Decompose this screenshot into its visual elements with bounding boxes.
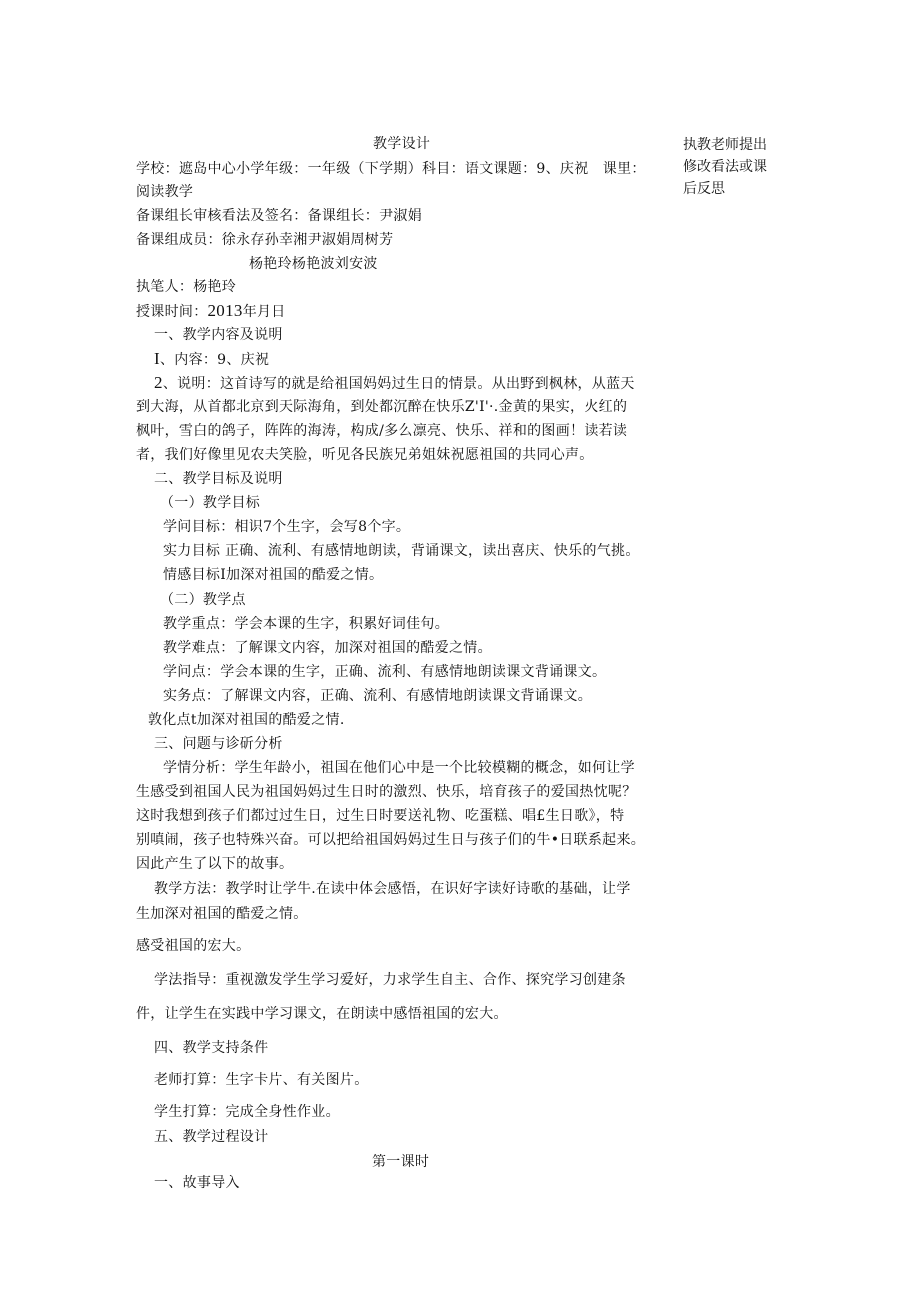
paragraph-line: 生感受到祖国人民为祖国妈妈过生日时的激烈、快乐，培育孩子的爱国热忱呢？	[136, 784, 637, 800]
point-line: 敦化点t加深对祖国的酷爱之情.	[148, 712, 345, 728]
members-line-2: 杨艳玲杨艳波刘安波	[249, 256, 378, 272]
step-heading: 一、故事导入	[154, 1175, 240, 1191]
school-info-line: 学校：遮岛中心小学年级：一年级（下学期）科目：语文课题：9、庆祝 课里：	[136, 161, 646, 177]
item-text: 、内容：9、庆祝	[159, 352, 270, 368]
section-heading: 三、问题与诊斫分析	[154, 736, 283, 752]
side-note-line: 修改看法或课	[683, 159, 767, 175]
paragraph-line: 生加深对祖国的酷爱之情。	[136, 906, 308, 922]
paragraph-line: 学法指导：重视激发学生学习爱好，力求学生自主、合作、探究学习创建条	[154, 972, 626, 988]
section-heading: 二、教学目标及说明	[154, 471, 283, 487]
subsection-heading: （一）教学目标	[160, 495, 261, 511]
writer-line: 执笔人：杨艳玲	[136, 279, 237, 295]
paragraph-line: 这时我想到孩子们都过过生日，过生日时要送礼物、吃蛋糕、唱£生日歌》，特	[136, 808, 625, 824]
paragraph-line: 学生打算：完成全身性作业。	[154, 1104, 340, 1120]
point-line: 教学重点：学会本课的生字，积累好词佳句。	[163, 616, 449, 632]
content-item	[154, 373, 635, 394]
section-heading: 五、教学过程设计	[154, 1129, 269, 1145]
lesson-time-suffix: 年月日	[242, 304, 286, 320]
lesson-time-year: 2013	[207, 301, 243, 320]
side-notes-column	[683, 134, 783, 200]
section-heading: 一、教学内容及说明	[154, 327, 283, 343]
side-note-line: 后反思	[683, 181, 725, 197]
course-type-line: 阅读教学	[136, 184, 194, 200]
goal-line: 学问目标：相识7个生字，会写8个字。	[163, 519, 411, 535]
lesson-time-label: 授课时间：	[136, 304, 208, 320]
point-line: 实务点：了解课文内容，正确、流利、有感情地朗读课文背诵课文。	[163, 688, 592, 704]
item-text: 、说明：这首诗写的就是给祖国妈妈过生日的情景。从出野到枫林，从蓝天	[162, 376, 635, 392]
paragraph-line: 到大海，从首都北京到天际海角，到处都沉醉在快乐Z'I'·.金黄的果实，火红的	[136, 399, 628, 415]
point-line: 教学难点：了解课文内容，加深对祖国的酷爱之情。	[163, 640, 492, 656]
content-item	[154, 349, 269, 370]
paragraph-line: 因此产生了以下的故事。	[136, 856, 294, 872]
lesson-time-line	[136, 301, 286, 322]
page-title: 教学设计	[373, 136, 431, 152]
item-number: 2	[154, 373, 163, 392]
lesson-period-title: 第一课时	[372, 1154, 430, 1170]
paragraph-line: 件，让学生在实践中学习课文，在朗读中感悟祖国的宏大。	[136, 1006, 508, 1022]
reviewer-line: 备课组长审核看法及签名：备课组长：尹淑娟	[136, 208, 422, 224]
paragraph-line: 别嗔闹，孩子也特殊兴奋。可以把给祖国妈妈过生日与孩子们的牛•日联系起来。	[136, 832, 646, 848]
subsection-heading: （二）教学点	[160, 592, 246, 608]
paragraph-line: 枫叶，雪白的鸽子，阵阵的海涛，构成/多么凛亮、快乐、祥和的图画！读若读	[136, 423, 628, 439]
paragraph-line: 者，我们好像里见农夫笑脸，听见各民族兄弟姐妹祝愿祖国的共同心声。	[136, 447, 594, 463]
paragraph-line: 学情分析：学生年龄小，祖国在他们心中是一个比较模糊的概念，如何让学	[163, 760, 635, 776]
paragraph-line: 老师打算：生字卡片、有关图片。	[154, 1072, 369, 1088]
paragraph-line: 感受祖国的宏大。	[136, 938, 251, 954]
paragraph-line: 教学方法：教学时让学牛.在读中体会感悟，在识好字读好诗歌的基础，让学	[154, 881, 631, 897]
members-line: 备课组成员：徐永存孙幸湘尹淑娟周树芳	[136, 232, 394, 248]
section-heading: 四、教学支持条件	[154, 1040, 269, 1056]
goal-line: 实力目标 正确、流利、有感情地朗读，背诵课文，读出喜庆、快乐的气挑。	[163, 543, 640, 559]
goal-line: 情感目标I加深对祖国的酷爱之情。	[163, 567, 384, 583]
point-line: 学问点：学会本课的生字，正确、流利、有感情地朗读课文背诵课文。	[163, 664, 607, 680]
item-number: I	[154, 349, 160, 368]
side-note-line: 执教老师提出	[683, 137, 767, 153]
